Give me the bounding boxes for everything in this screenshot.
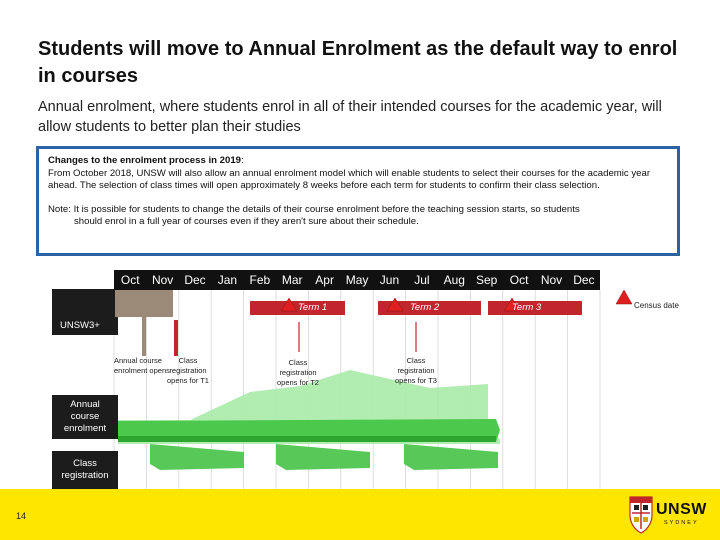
row-label-unsw3: UNSW3+ — [52, 317, 118, 335]
class-reg-wedge-t1 — [150, 444, 244, 470]
term-label-2: Term 2 — [410, 302, 440, 313]
info-heading-suffix: : — [241, 155, 244, 166]
annual-open-marker — [115, 289, 173, 317]
month-label: Apr — [315, 273, 334, 287]
row-label-class-reg: Class registration — [52, 451, 118, 489]
logo-subtext: SYDNEY — [664, 520, 699, 526]
class-reg-wedge-t3 — [404, 444, 498, 470]
month-label: Nov — [151, 273, 174, 287]
annot-class-t2: Class registration opens for T2 — [277, 358, 319, 387]
class-reg-wedge-t2 — [276, 444, 370, 470]
annual-enrolment-strip — [118, 436, 496, 442]
annot-class-t3: Class registration opens for T3 — [395, 356, 437, 385]
term-label-1: Term 1 — [298, 302, 328, 313]
annot-class-t1: Class registration opens for T1 — [167, 356, 209, 385]
month-label: Aug — [443, 273, 465, 287]
month-label: Jan — [217, 273, 238, 287]
census-legend-marker — [616, 290, 632, 304]
month-label: Dec — [184, 273, 206, 287]
footer-bar — [0, 489, 720, 540]
left-column — [52, 289, 118, 317]
month-label: Feb — [249, 273, 271, 287]
month-bar — [114, 270, 600, 290]
slide-subtitle: Annual enrolment, where students enrol in all of their intended courses for the academic year, will allow students to better plan their studies — [38, 99, 662, 135]
row-label-annual: Annual course enrolment — [52, 395, 118, 439]
census-date-label: Census date — [634, 301, 679, 310]
month-label: Dec — [573, 273, 595, 287]
info-heading: Changes to the enrolment process in 2019 — [48, 155, 241, 166]
annot-annual-opens: Annual course enrolment opens — [114, 356, 170, 375]
month-label: Nov — [540, 273, 563, 287]
month-label: Jul — [414, 273, 430, 287]
month-label: May — [345, 273, 369, 287]
info-note-first: Note: It is possible for students to change the details of their course enrolment before the teaching session starts, so students — [48, 203, 580, 215]
info-note-second: should enrol in a full year of courses even if they aren't sure about their schedule. — [74, 216, 419, 227]
month-label: Mar — [281, 273, 303, 287]
term-label-3: Term 3 — [512, 302, 542, 313]
month-label: Sep — [475, 273, 498, 287]
month-label: Oct — [509, 273, 529, 287]
month-label: Jun — [379, 273, 400, 287]
slide-title: Students will move to Annual Enrolment as the default way to enrol in courses — [38, 38, 678, 87]
logo-wordmark: UNSW — [656, 501, 707, 518]
month-label: Oct — [120, 273, 140, 287]
page-number: 14 — [16, 511, 27, 521]
info-body: From October 2018, UNSW will also allow an annual enrolment model which will enable students to select their courses for the academic year ahead. The selection of class times will open approximately 8 weeks before each term for students to confirm their class selection. — [48, 167, 651, 191]
